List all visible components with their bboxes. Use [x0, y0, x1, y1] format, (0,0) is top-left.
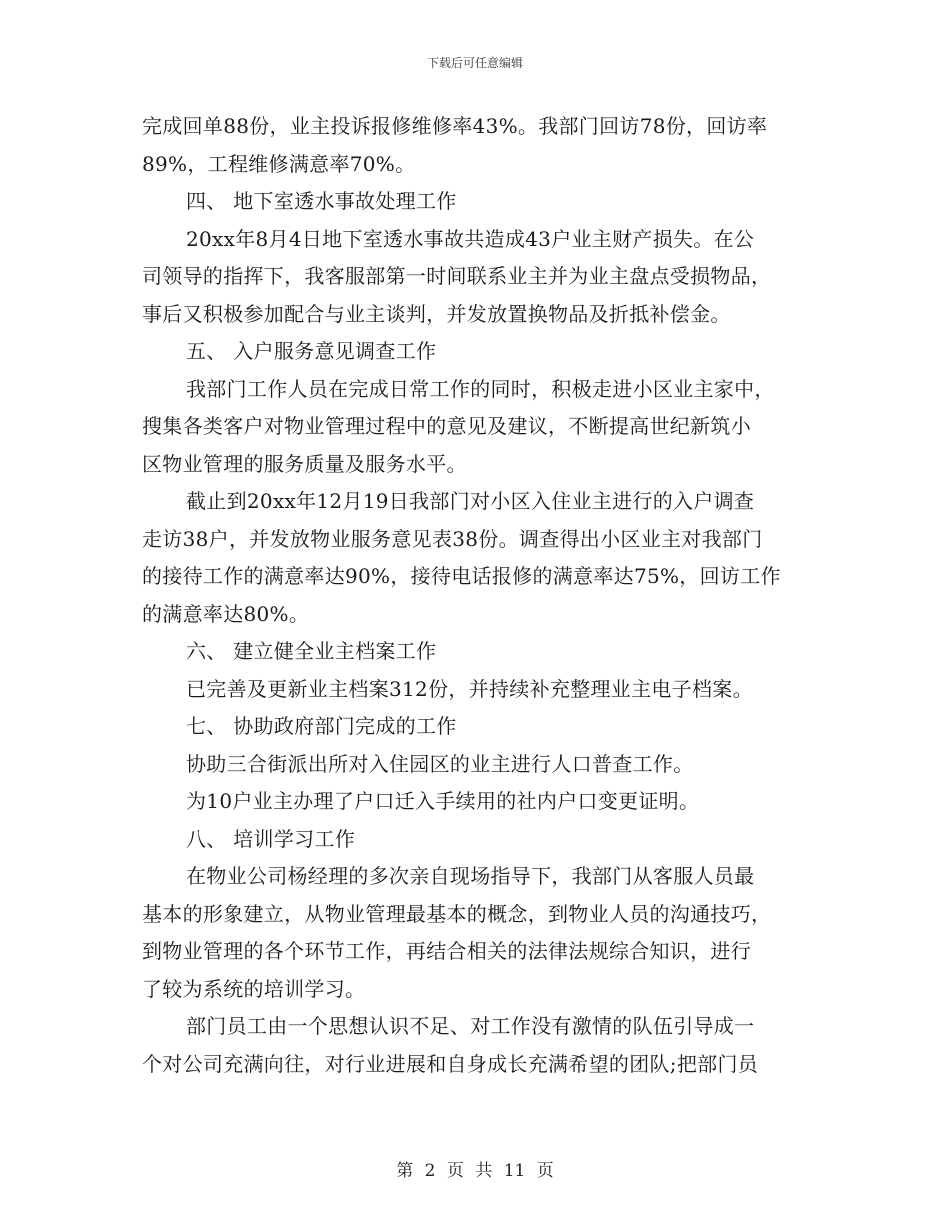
body-line: 20xx年8月4日地下室透水事故共造成43户业主财产损失。在公 [186, 226, 755, 251]
body-line: 的接待工作的满意率达90%，接待电话报修的满意率达75%，回访工作 [142, 564, 781, 588]
body-line: 走访38户，并发放物业服务意见表38份。调查得出小区业主对我部门 [142, 526, 763, 551]
page-header-note: 下载后可任意编辑 [426, 56, 523, 70]
body-line: 为10户业主办理了户口迁入手续用的社内户口变更证明。 [186, 789, 700, 813]
body-line: 基本的形象建立，从物业管理最基本的概念，到物业人员的沟通技巧， [142, 901, 772, 926]
body-line: 个对公司充满向往，对行业进展和自身成长充满希望的团队;把部门员 [142, 1051, 759, 1076]
body-line: 在物业公司杨经理的多次亲自现场指导下，我部门从客服人员最 [186, 864, 755, 888]
body-line: 搜集各类客户对物业管理过程中的意见及建议，不断提高世纪新筑小 [142, 414, 751, 438]
body-line: 协助三合街派出所对入住园区的业主进行人口普查工作。 [186, 751, 694, 776]
body-line: 了较为系统的培训学习。 [142, 976, 366, 1001]
body-line: 完成回单88份，业主投诉报修维修率43%。我部门回访78份，回访率 [142, 114, 768, 138]
page-number-footer: 第 2 页 共 11 页 [396, 1161, 554, 1181]
body-line: 89%，工程维修满意率70%。 [142, 151, 416, 176]
section-heading: 四、 地下室透水事故处理工作 [186, 189, 457, 213]
section-heading: 六、 建立健全业主档案工作 [186, 639, 437, 663]
body-line: 到物业管理的各个环节工作，再结合相关的法律法规综合知识，进行 [142, 939, 751, 963]
body-line: 部门员工由一个思想认识不足、对工作没有激情的队伍引导成一 [186, 1014, 755, 1038]
body-line: 事后又积极参加配合与业主谈判，并发放置换物品及折抵补偿金。 [142, 301, 731, 326]
section-heading: 五、 入户服务意见调查工作 [186, 339, 437, 363]
body-line: 司领导的指挥下，我客服部第一时间联系业主并为业主盘点受损物品， [142, 264, 772, 288]
body-line: 截止到20xx年12月19日我部门对小区入住业主进行的入户调查 [186, 489, 755, 513]
body-line: 已完善及更新业主档案312份，并持续补充整理业主电子档案。 [186, 676, 753, 701]
body-line: 我部门工作人员在完成日常工作的同时，积极走进小区业主家中， [186, 376, 775, 401]
section-heading: 七、 协助政府部门完成的工作 [186, 714, 457, 738]
body-line: 区物业管理的服务质量及服务水平。 [142, 451, 467, 476]
document-body [142, 108, 812, 1083]
section-heading: 八、 培训学习工作 [186, 826, 356, 851]
body-line: 的满意率达80%。 [142, 601, 310, 626]
